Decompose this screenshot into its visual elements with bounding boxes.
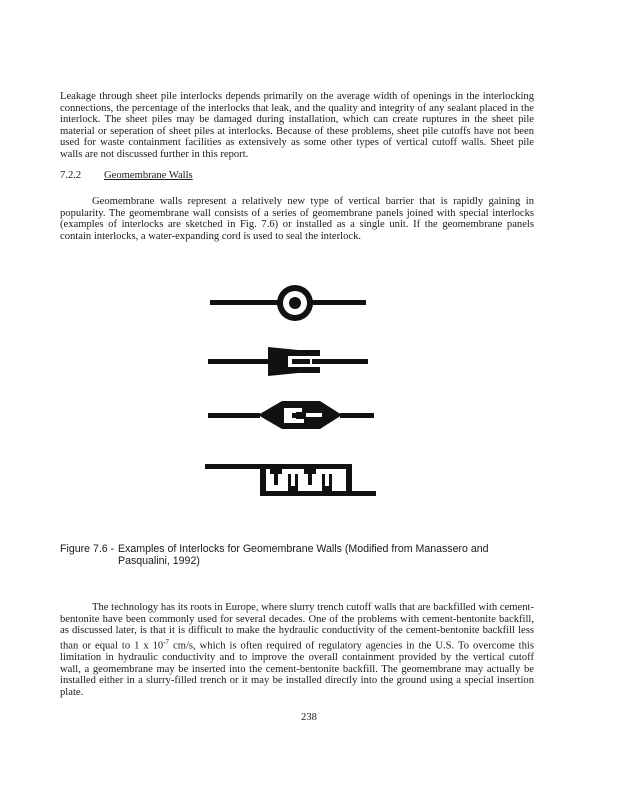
section-number: 7.2.2 — [60, 170, 82, 181]
figure-caption-text: Examples of Interlocks for Geomembrane Walls (Modified from Manassero and Pasqualini, 1992) — [118, 543, 489, 567]
paragraph-3-text-b: cm/s, which is often required of regulatory agencies in the U.S. To overcome this limitation in hydraulic conductivity and to improve the overall containment provided by the vertical cutoff wall, a geomembrane may be inserted into the cement-bentonite backfill. The geomembrane may actually be installed either in a slurry-filled trench or it may be installed directly into the ground using a special insertion plate. — [60, 640, 534, 698]
section-title: Geomembrane Walls — [104, 170, 193, 181]
paragraph-geomembrane-walls: Geomembrane walls represent a relatively new type of vertical barrier that is rapidly gaining in popularity. The geomembrane wall consists of a series of geomembrane panels joined with special interlocks (examples of interlocks are sketched in Fig. 7.6) or installed as a single unit. If the geomembrane panels contain interlocks, a water-expanding cord is used to seal the interlock. — [60, 196, 534, 242]
interlock-wedge — [208, 401, 374, 429]
interlock-rectangular — [208, 347, 368, 376]
section-heading — [60, 170, 193, 181]
figure-label: Figure 7.6 - — [60, 543, 115, 555]
interlock-circular — [210, 285, 366, 321]
paragraph-3-text-a: The technology has its roots in Europe, where slurry trench cutoff walls that are backfilled with cement-bentonite have been commonly used for several decades. One of the problems with cement-bentonite backfill, as discussed later, is that it is difficult to make the hydraulic conductivity of the cement-bentonite backfill less than or equal to 1 x 10 — [60, 602, 534, 652]
figure-caption — [60, 543, 540, 567]
exponent: -7 — [163, 637, 170, 646]
page-number: 238 — [301, 712, 317, 723]
paragraph-technology-roots — [60, 602, 534, 698]
interlock-meander — [205, 464, 376, 496]
paragraph-sheet-pile-leakage: Leakage through sheet pile interlocks depends primarily on the average width of openings in the interlocking connections, the percentage of the interlocks that leak, and the quality and integrity of any sealant placed in the interlock. The sheet piles may be damaged during installation, which can create ruptures in the sheet pile material or seperation of sheet piles at interlocks. Because of these problems, sheet pile cutoffs have not been used for waste containment facilities as extensively as some other types of vertical cutoff walls. Sheet pile walls are not discussed further in this report. — [60, 91, 534, 160]
interlock-figure — [200, 280, 380, 505]
